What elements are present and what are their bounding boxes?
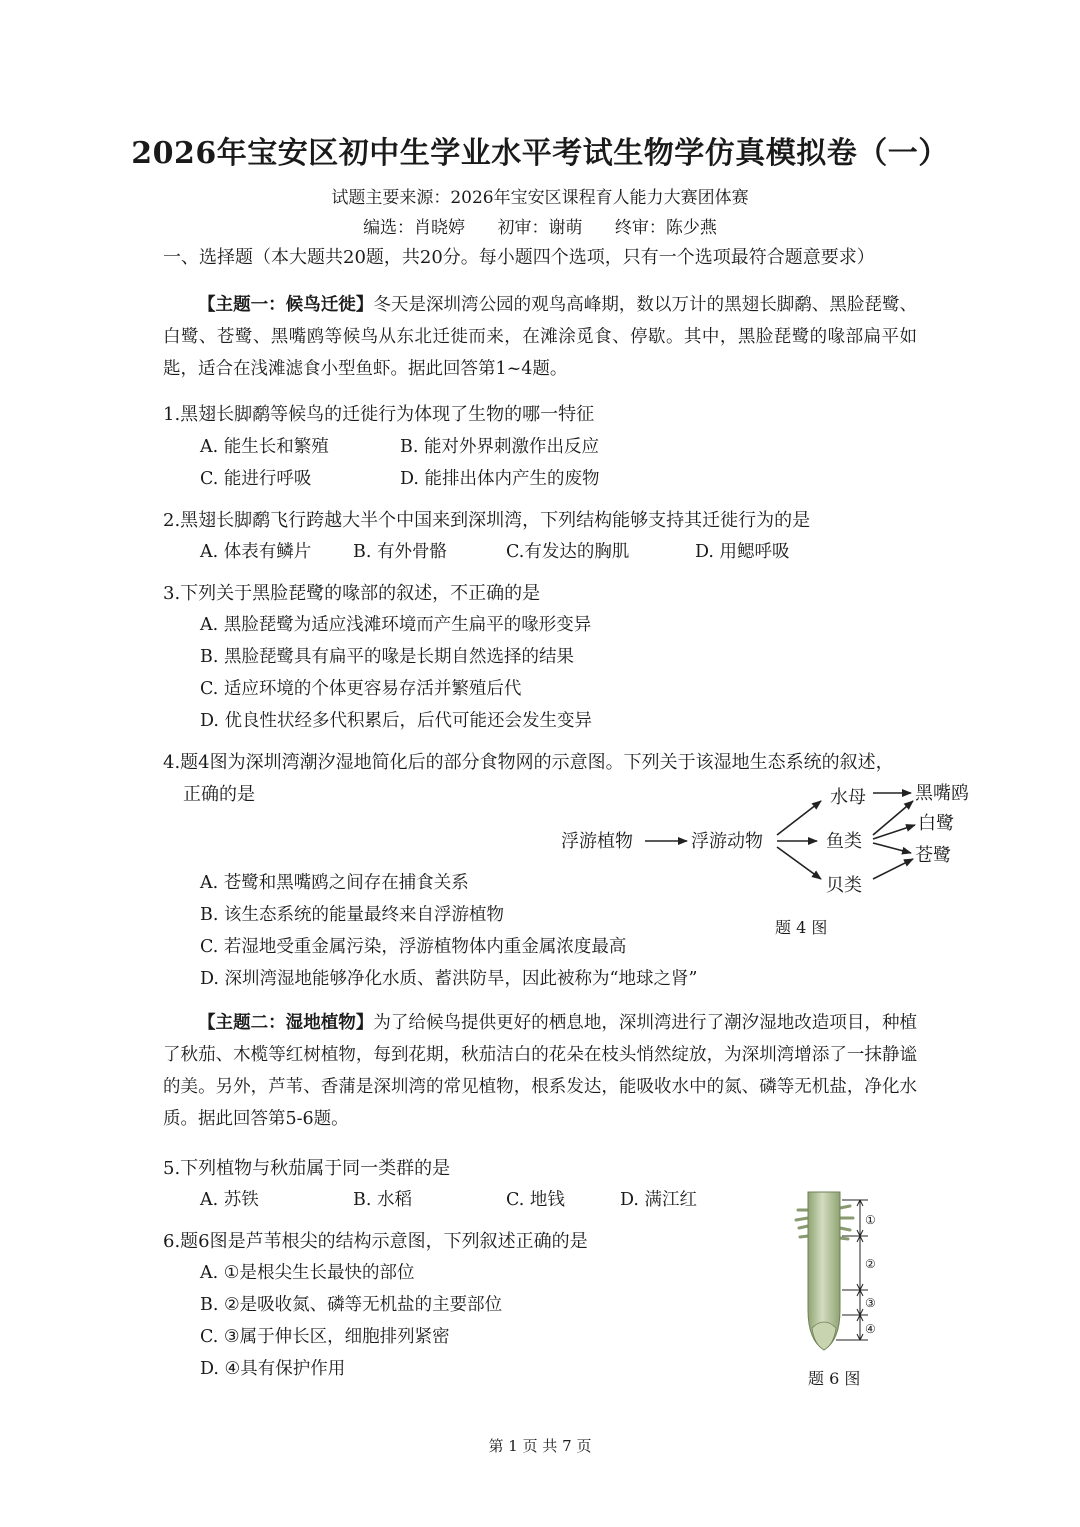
q1-option-a: A. 能生长和繁殖 (200, 437, 329, 457)
q5-stem: 5.下列植物与秋茄属于同一类群的是 (163, 1158, 451, 1179)
root-cap (812, 1322, 836, 1350)
node-fish: 鱼类 (826, 831, 862, 852)
node-zooplankton: 浮游动物 (691, 831, 763, 852)
q4-option-a: A. 苍鹭和黑嘴鸥之间存在捕食关系 (200, 873, 469, 893)
node-heron: 苍鹭 (915, 845, 951, 866)
q3-option-a: A. 黑脸琵鹭为适应浅滩环境而产生扁平的喙形变异 (200, 615, 592, 635)
q3-option-d: D. 优良性状经多代积累后，后代可能还会发生变异 (200, 711, 593, 731)
q2-option-d: D. 用鳃呼吸 (695, 542, 790, 562)
node-shellfish: 贝类 (826, 875, 862, 896)
section-heading: 一、选择题（本大题共20题，共20分。每小题四个选项，只有一个选项最符合题意要求） (163, 247, 875, 268)
zone-mark-1: ① (865, 1213, 876, 1227)
topic2-paragraph (163, 1007, 917, 1135)
node-phytoplankton: 浮游植物 (561, 831, 633, 852)
q2-stem: 2.黑翅长脚鹬飞行跨越大半个中国来到深圳湾，下列结构能够支持其迁徙行为的是 (163, 510, 811, 531)
topic2-text: 为了给候鸟提供更好的栖息地，深圳湾进行了潮汐湿地改造项目，种植了秋茄、木榄等红树植物，每到花期，秋茄洁白的花朵在枝头悄然绽放，为深圳湾增添了一抹静谧的美。另外，芦苇、香蒲是深圳湾的常见植物，根系发达，能吸收水中的氮、磷等无机盐，净化水质。据此回答第5-6题。 (163, 1013, 917, 1129)
q6-option-b: B. ②是吸收氮、磷等无机盐的主要部位 (200, 1295, 503, 1315)
node-jellyfish: 水母 (830, 787, 866, 808)
topic1-text: 冬天是深圳湾公园的观鸟高峰期，数以万计的黑翅长脚鹬、黑脸琵鹭、白鹭、苍鹭、黑嘴鸥等候鸟从东北迁徙而来，在滩涂觅食、停歇。其中，黑脸琵鹭的喙部扁平如匙，适合在浅滩滤食小型鱼虾。据此回答第1~4题。 (163, 295, 917, 379)
arrow-fish-gull (873, 801, 913, 835)
q4-stem-line1: 4.题4图为深圳湾潮汐湿地简化后的部分食物网的示意图。下列关于该湿地生态系统的叙述， (163, 752, 894, 773)
q5-option-b: B. 水稻 (353, 1190, 412, 1210)
arrow-fish-egret (873, 825, 915, 839)
q2-option-b: B. 有外骨骼 (353, 542, 447, 562)
node-egret: 白鹭 (918, 813, 954, 834)
zone-mark-4: ④ (865, 1322, 876, 1336)
zone-mark-3: ③ (865, 1296, 876, 1310)
q5-option-d: D. 满江红 (620, 1190, 698, 1210)
q5-option-c: C. 地钱 (506, 1190, 565, 1210)
q4-option-b: B. 该生态系统的能量最终来自浮游植物 (200, 905, 504, 925)
q2-option-c: C.有发达的胸肌 (506, 542, 630, 562)
arrow-zoo-shell (777, 847, 821, 879)
root-tip-diagram (790, 1190, 900, 1365)
node-black-headed-gull: 黑嘴鸥 (915, 783, 969, 804)
q6-option-c: C. ③属于伸长区，细胞排列紧密 (200, 1327, 450, 1347)
food-web-diagram (555, 775, 995, 935)
page-title: 2026年宝安区初中生学业水平考试生物学仿真模拟卷（一） (131, 136, 949, 171)
editors-line: 编选：肖晓婷 初审：谢萌 终审：陈少燕 (363, 218, 717, 238)
q1-option-b: B. 能对外界刺激作出反应 (400, 437, 599, 457)
q4-option-c: C. 若湿地受重金属污染，浮游植物体内重金属浓度最高 (200, 937, 627, 957)
q1-stem: 1.黑翅长脚鹬等候鸟的迁徙行为体现了生物的哪一特征 (163, 404, 595, 425)
q6-option-d: D. ④具有保护作用 (200, 1359, 346, 1379)
topic1-paragraph (163, 289, 917, 385)
q1-option-d: D. 能排出体内产生的废物 (400, 469, 600, 489)
fig4-caption: 题 4 图 (775, 918, 828, 937)
topic1-label: 【主题一：候鸟迁徙】 (198, 295, 374, 315)
arrow-shell-heron (873, 859, 913, 879)
fig6-caption: 题 6 图 (808, 1369, 861, 1388)
q3-stem: 3.下列关于黑脸琵鹭的喙部的叙述，不正确的是 (163, 583, 541, 604)
source-line: 试题主要来源：2026年宝安区课程育人能力大赛团体赛 (331, 188, 749, 208)
q4-option-d: D. 深圳湾湿地能够净化水质、蓄洪防旱，因此被称为“地球之肾” (200, 969, 698, 989)
arrow-zoo-jelly (777, 801, 821, 835)
page-number: 第 1 页 共 7 页 (488, 1437, 592, 1455)
q3-option-c: C. 适应环境的个体更容易存活并繁殖后代 (200, 679, 522, 699)
q4-stem-line2: 正确的是 (183, 784, 255, 805)
q3-option-b: B. 黑脸琵鹭具有扁平的喙是长期自然选择的结果 (200, 647, 574, 667)
q5-option-a: A. 苏铁 (200, 1190, 259, 1210)
arrow-fish-heron (873, 843, 911, 853)
q6-stem: 6.题6图是芦苇根尖的结构示意图，下列叙述正确的是 (163, 1231, 588, 1252)
q1-option-c: C. 能进行呼吸 (200, 469, 312, 489)
topic2-label: 【主题二：湿地植物】 (198, 1013, 374, 1033)
zone-brackets (836, 1200, 868, 1340)
zone-mark-2: ② (865, 1257, 876, 1271)
q6-option-a: A. ①是根尖生长最快的部位 (200, 1263, 415, 1283)
q2-option-a: A. 体表有鳞片 (200, 542, 312, 562)
